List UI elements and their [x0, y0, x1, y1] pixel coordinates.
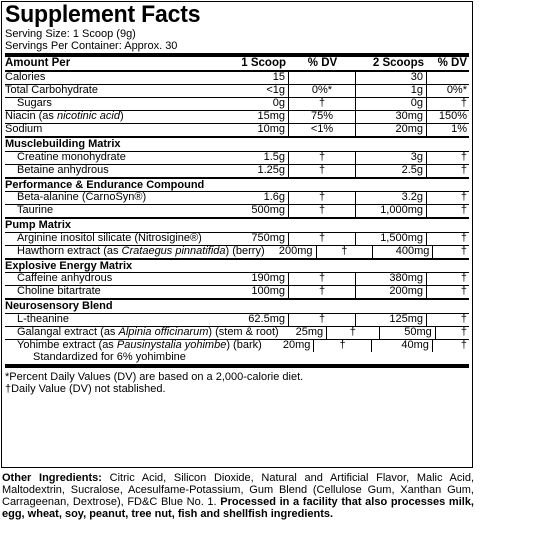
section-heading	[5, 179, 469, 192]
one-scoop-amount: <1g	[228, 85, 289, 97]
one-scoop-dv: †	[289, 286, 356, 298]
two-scoops-dv: †	[460, 312, 467, 325]
one-scoop-dv: †	[289, 233, 356, 245]
table-row	[5, 152, 469, 164]
section-heading	[5, 138, 469, 151]
one-scoop-amount: 10mg	[228, 124, 289, 136]
two-scoops-dv: †	[460, 325, 467, 338]
nutrient-name: Beta-alanine (CarnoSyn®)	[17, 191, 147, 203]
two-scoops-amount: 3g	[356, 152, 427, 164]
one-scoop-amount: 25mg	[279, 327, 327, 339]
two-scoops-amount: 1g	[356, 85, 427, 97]
section-title: Explosive Energy Matrix	[5, 259, 133, 272]
one-scoop-amount: 500mg	[228, 205, 289, 217]
section-title: Neurosensory Blend	[5, 300, 113, 312]
one-scoop-dv: †	[289, 165, 356, 177]
one-scoop-amount: 62.5mg	[228, 314, 289, 326]
one-scoop-dv: †	[289, 152, 356, 164]
nutrient-name: Caffeine anhydrous	[17, 272, 113, 284]
one-scoop-dv: 0%*	[289, 85, 356, 97]
one-scoop-amount: 20mg	[262, 340, 315, 352]
column-header-row	[5, 57, 469, 70]
one-scoop-dv: †	[289, 205, 356, 217]
ingredients-label: Other Ingredients:	[2, 472, 102, 484]
two-scoops-dv: †	[460, 150, 467, 163]
footnote-dv: *Percent Daily Values (DV) are based on a 2,000-calorie diet.	[5, 370, 304, 383]
table-row	[5, 233, 469, 245]
one-scoop-dv: †	[289, 192, 356, 204]
dv-header-2: % DV	[437, 57, 467, 69]
two-scoops-amount: 380mg	[356, 273, 427, 285]
ingredient-sections	[5, 136, 469, 364]
two-scoops-dv: †	[460, 285, 467, 297]
one-scoop-dv: †	[289, 273, 356, 285]
table-row	[5, 165, 469, 177]
two-scoops-amount: 400mg	[373, 246, 433, 258]
two-scoops-amount: 30	[356, 72, 427, 84]
two-scoops-amount: 3.2g	[356, 192, 427, 204]
section-heading	[5, 260, 469, 273]
nutrient-name: Betaine anhydrous	[17, 163, 109, 176]
one-scoop-amount: 200mg	[265, 246, 317, 258]
nutrient-name: Sodium	[5, 123, 43, 135]
one-scoop-amount: 190mg	[228, 273, 289, 285]
nutrient-name: Arginine inositol silicate (Nitrosigine®)	[17, 231, 202, 244]
two-scoops-amount: 1,000mg	[356, 205, 427, 217]
dv-header-1: % DV	[307, 57, 338, 69]
yohimbe-note-row	[5, 352, 469, 364]
two-scoops-amount: 20mg	[356, 124, 427, 136]
two-scoops-amount: 30mg	[356, 111, 427, 123]
nutrient-name: Total Carbohydrate	[5, 84, 98, 96]
two-scoops-amount: 40mg	[372, 340, 433, 352]
nutrient-name: Creatine monohydrate	[17, 150, 126, 163]
table-row	[5, 98, 469, 110]
one-scoop-dv: †	[314, 340, 371, 352]
allergen-statement: Processed in a facility that also processes milk, egg, wheat, soy, peanut, tree nut, fish and shellfish ingredients.	[2, 496, 474, 520]
one-scoop-dv: †	[289, 98, 356, 110]
table-row	[5, 246, 469, 258]
yohimbe-note: Standardized for 6% yohimbine	[33, 350, 186, 363]
amount-per-header: Amount Per	[5, 57, 71, 69]
section-title: Musclebuilding Matrix	[5, 138, 121, 150]
one-scoop-amount: 100mg	[228, 286, 289, 298]
two-scoops-dv: †	[460, 272, 467, 284]
other-ingredients	[2, 472, 474, 520]
two-scoops-dv: 0%*	[446, 84, 467, 96]
basic-nutrients	[5, 72, 469, 136]
one-scoop-amount: 15mg	[228, 111, 289, 123]
nutrient-name: Calories	[5, 71, 46, 83]
table-row	[5, 85, 469, 97]
one-scoop-dv: †	[327, 327, 379, 339]
nutrient-name: Yohimbe extract (as Pausinystalia yohimbe) (bark)	[17, 338, 262, 351]
table-row	[5, 72, 469, 84]
footnote-dagger: †Daily Value (DV) not stablished.	[5, 383, 166, 395]
footnotes	[5, 368, 469, 396]
table-row	[5, 111, 469, 123]
servings-per-container: Servings Per Container: Approx. 30	[5, 40, 178, 52]
table-row	[5, 192, 469, 204]
nutrient-name: Choline bitartrate	[17, 285, 101, 297]
one-scoop-dv: 75%	[289, 111, 356, 123]
two-scoops-dv	[427, 72, 469, 84]
one-scoop-amount: 0g	[228, 98, 289, 110]
table-row	[5, 124, 469, 136]
supplement-facts-panel	[1, 1, 473, 468]
table-row	[5, 327, 469, 339]
ingredients-text: Citric Acid, Silicon Dioxide, Natural and Artificial Flavor, Malic Acid, Maltodextrin, Sucralose, Acesulfame-Potassium, Gum Blend (Cellulose Gum, Xanthan Gum, Carrageenan, Dextrose), FD&C Blue No. 1.	[2, 472, 475, 508]
nutrient-name: L-theanine	[17, 312, 69, 325]
nutrient-name: Sugars	[17, 97, 52, 109]
one-scoop-amount: 1.25g	[228, 165, 289, 177]
two-scoops-dv: 1%	[451, 123, 467, 135]
table-row	[5, 340, 469, 352]
two-scoops-amount: 2.5g	[356, 165, 427, 177]
two-scoops-dv: †	[460, 204, 467, 216]
one-scoop-dv: <1%	[289, 124, 356, 136]
one-scoop-header: 1 Scoop	[241, 57, 286, 69]
one-scoop-dv: †	[317, 246, 373, 258]
serving-size: Serving Size: 1 Scoop (9g)	[5, 28, 136, 40]
panel-title: Supplement Facts	[5, 1, 201, 28]
section-heading	[5, 219, 469, 232]
two-scoops-amount: 1,500mg	[356, 233, 427, 245]
one-scoop-dv: †	[289, 314, 356, 326]
nutrient-name: Niacin (as nicotinic acid)	[5, 110, 124, 122]
nutrient-name: Hawthorn extract (as Crataegus pinnatifida) (berry)	[17, 244, 265, 257]
one-scoop-amount: 750mg	[228, 233, 289, 245]
table-row	[5, 205, 469, 217]
table-row	[5, 314, 469, 326]
two-scoops-amount: 200mg	[356, 286, 427, 298]
two-scoops-dv: †	[460, 163, 467, 176]
two-scoops-header: 2 Scoops	[372, 57, 424, 69]
two-scoops-dv: 150%	[438, 110, 467, 122]
two-scoops-dv: †	[460, 97, 467, 109]
two-scoops-dv: †	[460, 244, 467, 257]
section-heading	[5, 300, 469, 313]
nutrient-name: Taurine	[17, 204, 54, 216]
table-row	[5, 286, 469, 298]
one-scoop-amount: 1.6g	[228, 192, 289, 204]
table-row	[5, 273, 469, 285]
two-scoops-amount: 50mg	[380, 327, 436, 339]
one-scoop-amount: 1.5g	[228, 152, 289, 164]
two-scoops-amount: 125mg	[356, 314, 427, 326]
section-title: Performance & Endurance Compound	[5, 178, 205, 191]
one-scoop-amount: 15	[228, 72, 289, 84]
nutrient-name: Galangal extract (as Alpinia officinarum) (stem & root)	[17, 325, 279, 338]
two-scoops-dv: †	[460, 231, 467, 244]
two-scoops-amount: 0g	[356, 98, 427, 110]
two-scoops-dv: †	[460, 191, 467, 203]
one-scoop-dv	[289, 72, 356, 84]
two-scoops-dv: †	[460, 338, 467, 351]
section-title: Pump Matrix	[5, 219, 72, 231]
